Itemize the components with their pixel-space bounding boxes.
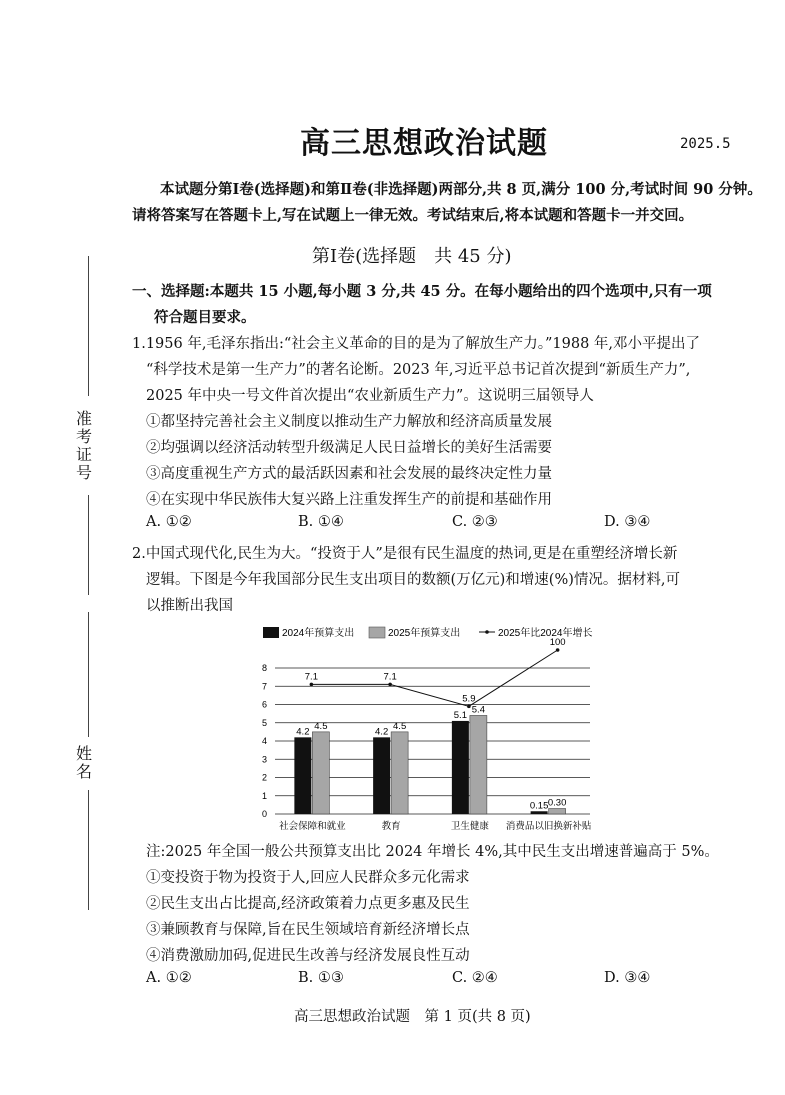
bar-2024 — [373, 737, 390, 814]
y-tick-label: 3 — [261, 754, 267, 765]
spending-chart — [255, 620, 615, 835]
bar-2024-value-label: 5.1 — [453, 709, 467, 721]
y-tick-label: 7 — [261, 681, 267, 692]
q1-stem-line-3: 2025 年中央一号文件首次提出“农业新质生产力”。这说明三届领导人 — [146, 388, 594, 404]
bar-2025-value-label: 0.30 — [547, 797, 567, 809]
bar-2025 — [549, 809, 566, 814]
y-tick-label: 1 — [261, 790, 267, 801]
q2-stem-line-1: 2.中国式现代化,民生为大。“投资于人”是很有民生温度的热词,更是在重塑经济增长新 — [132, 546, 678, 562]
section-one-line-2: 符合题目要求。 — [154, 309, 256, 326]
y-tick-label: 2 — [261, 772, 267, 783]
legend-label-2025: 2025年预算支出 — [388, 628, 461, 639]
category-label: 社会保障和就业 — [279, 821, 346, 832]
page-title: 高三思想政治试题 — [300, 126, 548, 161]
q2-chart-note: 注:2025 年全国一般公共预算支出比 2024 年增长 4%,其中民生支出增速普遍高于 5%。 — [146, 844, 719, 860]
section-one-line-1: 一、选择题:本题共 15 小题,每小题 3 分,共 45 分。在每小题给出的四个选项中,只有一项 — [132, 283, 712, 300]
bar-2024-value-label: 0.15 — [529, 800, 549, 812]
legend-label-2024: 2024年预算支出 — [282, 628, 355, 639]
q2-statement-1: ①变投资于物为投资于人,回应人民群众多元化需求 — [146, 870, 470, 886]
binding-line-top — [88, 256, 89, 396]
bar-2024 — [452, 721, 469, 814]
q1-statement-3: ③高度重视生产方式的最活跃因素和社会发展的最终决定性力量 — [146, 466, 552, 482]
bar-2025 — [312, 732, 329, 814]
q1-option-b: B. ①④ — [298, 514, 344, 530]
bar-2024-value-label: 4.2 — [296, 726, 310, 738]
bar-2025-value-label: 5.4 — [471, 704, 485, 716]
legend-swatch-2024 — [263, 627, 279, 638]
bar-2025 — [470, 715, 487, 814]
bar-2024 — [294, 737, 311, 814]
category-label: 教育 — [381, 821, 401, 832]
growth-value-label: 5.9 — [462, 693, 476, 705]
page-footer: 高三思想政治试题 第 1 页(共 8 页) — [294, 1009, 531, 1025]
spending-chart-svg — [255, 620, 615, 835]
y-tick-label: 0 — [261, 809, 267, 819]
q2-option-d: D. ③④ — [604, 970, 651, 986]
growth-value-label: 7.1 — [383, 671, 397, 683]
category-label: 卫生健康 — [450, 821, 489, 832]
q2-statement-4: ④消费激励加码,促进民生改善与经济发展良性互动 — [146, 948, 470, 964]
q2-statement-2: ②民生支出占比提高,经济政策着力点更多惠及民生 — [146, 896, 470, 912]
category-label: 消费品以旧换新补贴 — [505, 821, 592, 832]
q2-option-b: B. ①③ — [298, 970, 344, 986]
growth-point — [467, 705, 471, 709]
growth-point — [310, 683, 314, 687]
q2-option-c: C. ②④ — [452, 970, 498, 986]
part-one-title: 第Ⅰ卷(选择题 共 45 分) — [312, 246, 512, 267]
q2-stem-line-3: 以推断出我国 — [146, 598, 233, 614]
exam-date: 2025.5 — [680, 136, 731, 152]
exam-id-label: 准考证号 — [75, 409, 92, 482]
instructions-line-2: 请将答案写在答题卡上,写在试题上一律无效。考试结束后,将本试题和答题卡一并交回。 — [132, 207, 694, 224]
name-label: 姓名 — [75, 744, 92, 781]
growth-value-label: 100 — [549, 637, 566, 648]
q1-statement-1: ①都坚持完善社会主义制度以推动生产力解放和经济高质量发展 — [146, 414, 552, 430]
y-tick-label: 5 — [261, 717, 267, 728]
growth-point — [556, 648, 560, 652]
q1-statement-2: ②均强调以经济活动转型升级满足人民日益增长的美好生活需要 — [146, 440, 552, 456]
q2-stem-line-2: 逻辑。下图是今年我国部分民生支出项目的数额(万亿元)和增速(%)情况。据材料,可 — [146, 572, 681, 588]
instructions-line-1: 本试题分第Ⅰ卷(选择题)和第Ⅱ卷(非选择题)两部分,共 8 页,满分 100 分,考试时间 90 分钟。 — [160, 181, 762, 198]
bar-2024-value-label: 4.2 — [375, 726, 389, 738]
binding-line-lower — [88, 612, 89, 737]
q1-stem-line-1: 1.1956 年,毛泽东指出:“社会主义革命的目的是为了解放生产力。”1988 年,邓小平提出了 — [132, 336, 701, 352]
y-tick-label: 4 — [261, 736, 267, 746]
legend-label-growth: 2025年比2024年增长 — [498, 628, 593, 639]
y-tick-label: 6 — [261, 699, 267, 710]
binding-line-middle — [88, 495, 89, 595]
q1-option-d: D. ③④ — [604, 514, 651, 530]
legend-swatch-2025 — [369, 627, 385, 638]
q1-statement-4: ④在实现中华民族伟大复兴路上注重发挥生产的前提和基础作用 — [146, 492, 552, 508]
q1-option-c: C. ②③ — [452, 514, 498, 530]
q2-option-a: A. ①② — [146, 970, 192, 986]
growth-value-label: 7.1 — [304, 671, 318, 683]
q1-option-a: A. ①② — [146, 514, 192, 530]
q1-stem-line-2: “科学技术是第一生产力”的著名论断。2023 年,习近平总书记首次提到“新质生产力”, — [146, 362, 691, 378]
bar-2025-value-label: 4.5 — [314, 720, 328, 732]
binding-line-bottom — [88, 790, 89, 910]
growth-point — [388, 683, 392, 687]
bar-2025 — [391, 732, 408, 814]
bar-2024 — [531, 811, 548, 814]
q2-statement-3: ③兼顾教育与保障,旨在民生领域培育新经济增长点 — [146, 922, 470, 938]
legend-marker-growth — [485, 630, 489, 634]
growth-line — [311, 650, 557, 706]
bar-2025-value-label: 4.5 — [393, 720, 407, 732]
y-tick-label: 8 — [261, 663, 267, 673]
